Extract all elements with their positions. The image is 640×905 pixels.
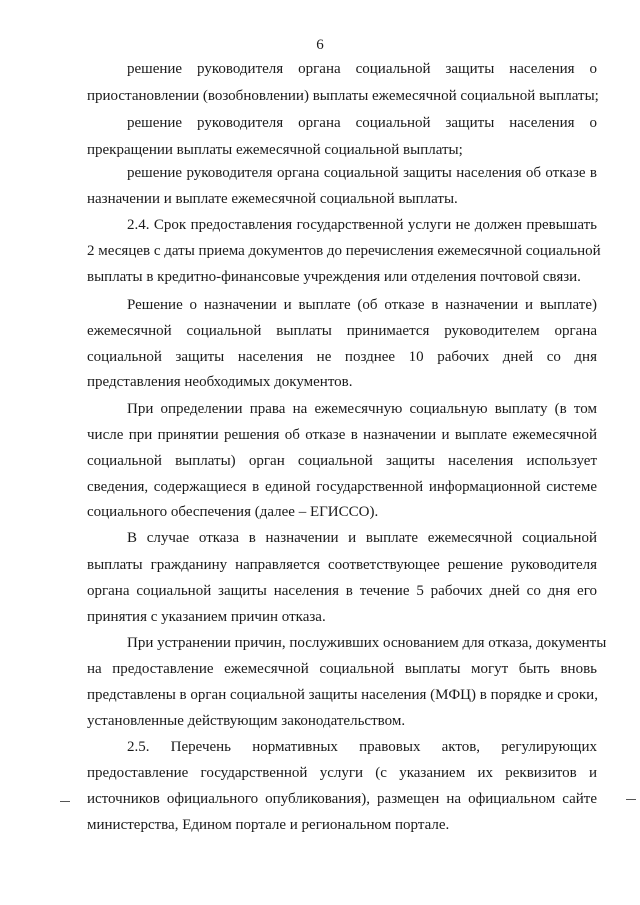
text-line: социальной выплаты) орган социальной защиты населения использует xyxy=(87,453,597,469)
scan-margin-mark xyxy=(60,801,70,802)
text-line: числе при принятии решения об отказе в назначении и выплате ежемесячной xyxy=(87,427,597,443)
text-line: социального обеспечения (далее – ЕГИССО). xyxy=(87,504,379,520)
text-line: решение руководителя органа социальной защиты населения о xyxy=(127,61,597,77)
text-line: Решение о назначении и выплате (об отказе в назначении и выплате) xyxy=(127,297,597,313)
text-line: назначении и выплате ежемесячной социальной выплаты. xyxy=(87,191,458,207)
text-line: принятия с указанием причин отказа. xyxy=(87,609,326,625)
text-line: ежемесячной социальной выплаты принимается руководителем органа xyxy=(87,323,597,339)
text-line: приостановлении (возобновлении) выплаты ежемесячной социальной выплаты; xyxy=(87,88,599,104)
text-line: источников официального опубликования), размещен на официальном сайте xyxy=(87,791,597,807)
text-line: установленные действующим законодательством. xyxy=(87,713,406,729)
text-line: предоставление государственной услуги (с указанием их реквизитов и xyxy=(87,765,597,781)
text-line: на предоставление ежемесячной социальной выплаты могут быть вновь xyxy=(87,661,597,677)
text-line: представлены в орган социальной защиты населения (МФЦ) в порядке и сроки, xyxy=(87,687,598,703)
text-line: сведения, содержащиеся в единой государственной информационной системе xyxy=(87,479,597,495)
text-line: 2 месяцев с даты приема документов до перечисления ежемесячной социальной xyxy=(87,243,601,259)
text-line: представления необходимых документов. xyxy=(87,374,353,390)
text-line: При определении права на ежемесячную социальную выплату (в том xyxy=(127,401,597,417)
page-number: 6 xyxy=(316,37,324,53)
scan-margin-mark xyxy=(626,799,636,800)
text-line: 2.5. Перечень нормативных правовых актов, регулирующих xyxy=(127,739,597,755)
text-line: министерства, Едином портале и региональном портале. xyxy=(87,817,450,833)
text-line: решение руководителя органа социальной защиты населения об отказе в xyxy=(127,165,597,181)
text-line: При устранении причин, послуживших основанием для отказа, документы xyxy=(127,635,607,651)
text-line: В случае отказа в назначении и выплате ежемесячной социальной xyxy=(127,530,597,546)
text-line: решение руководителя органа социальной защиты населения о xyxy=(127,115,597,131)
text-line: 2.4. Срок предоставления государственной услуги не должен превышать xyxy=(127,217,597,233)
text-line: выплаты в кредитно-финансовые учреждения или отделения почтовой связи. xyxy=(87,269,581,285)
text-line: выплаты гражданину направляется соответствующее решение руководителя xyxy=(87,557,597,573)
text-line: прекращении выплаты ежемесячной социальной выплаты; xyxy=(87,142,463,158)
text-line: органа социальной защиты населения в течение 5 рабочих дней со дня его xyxy=(87,583,597,599)
text-line: социальной защиты населения не позднее 10 рабочих дней со дня xyxy=(87,349,597,365)
